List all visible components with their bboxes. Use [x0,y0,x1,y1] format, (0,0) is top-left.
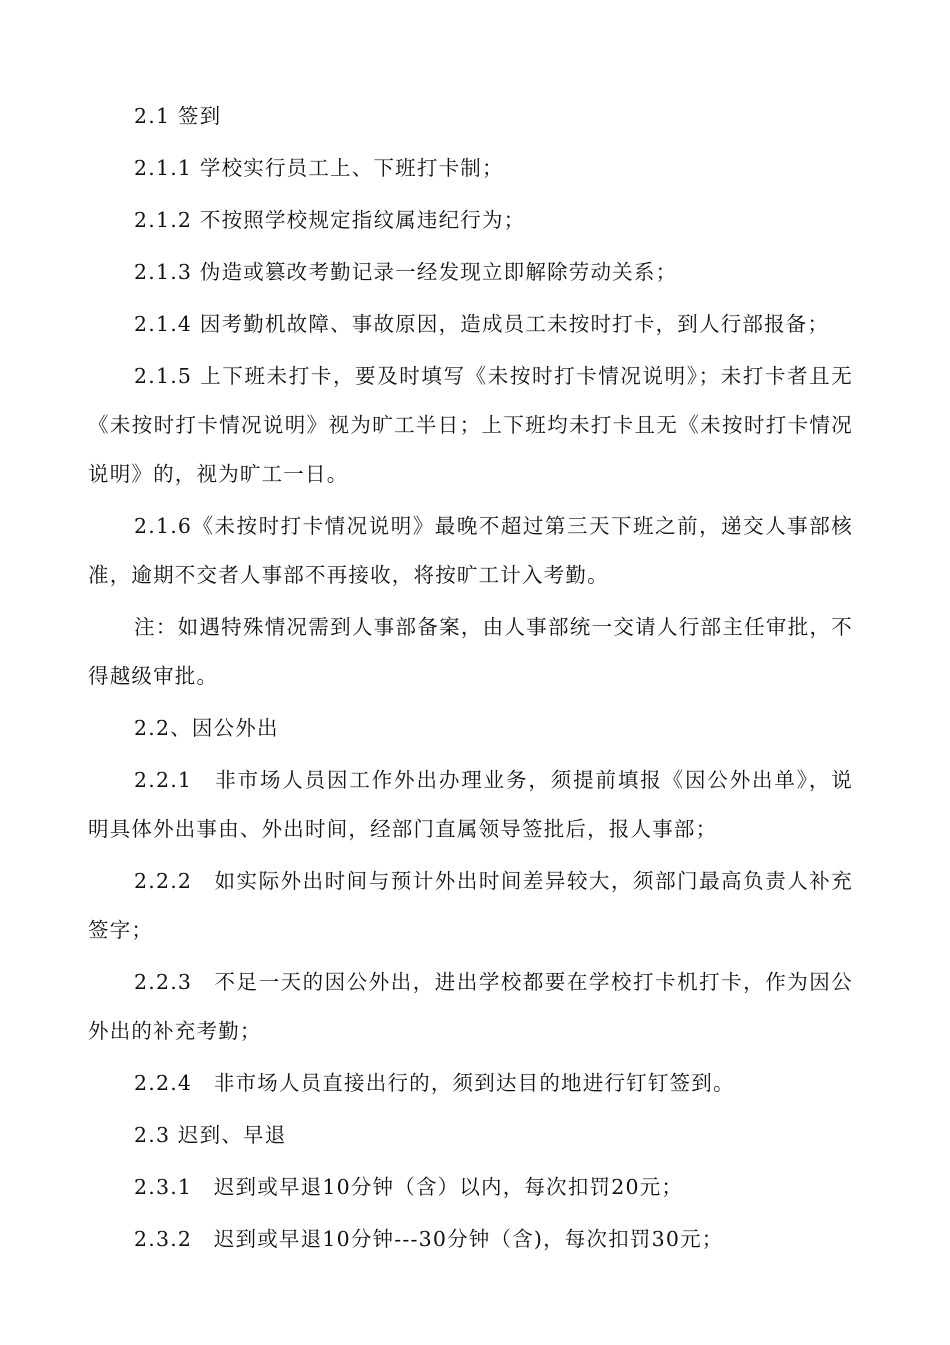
section-heading-2-1: 2.1 签到 [134,104,222,128]
clause-2-1-3: 2.1.3 伪造或篡改考勤记录一经发现立即解除劳动关系； [134,260,678,284]
clause-2-1-5: 2.1.5 上下班未打卡，要及时填写《未按时打卡情况说明》；未打卡者且无《未按时打卡情况说明》视为旷工半日；上下班均未打卡且无《未按时打卡情况说明》的，视为旷工一日。 [88,364,853,486]
note-paragraph: 注：如遇特殊情况需到人事部备案，由人事部统一交请人行部主任审批，不得越级审批。 [88,615,853,688]
clause-2-2-4: 2.2.4 非市场人员直接出行的，须到达目的地进行钉钉签到。 [134,1071,735,1095]
clause-2-1-4: 2.1.4 因考勤机故障、事故原因，造成员工未按时打卡，到人行部报备； [134,312,830,336]
clause-2-3-2: 2.3.2 迟到或早退10分钟---30分钟（含)，每次扣罚30元； [134,1227,724,1251]
clause-2-2-2: 2.2.2 如实际外出时间与预计外出时间差异较大，须部门最高负责人补充签字； [88,869,853,942]
clause-2-1-1: 2.1.1 学校实行员工上、下班打卡制； [134,156,504,180]
clause-2-2-3: 2.2.3 不足一天的因公外出，进出学校都要在学校打卡机打卡，作为因公外出的补充考勤； [88,970,853,1043]
clause-2-1-6: 2.1.6《未按时打卡情况说明》最晚不超过第三天下班之前，递交人事部核准，逾期不交者人事部不再接收，将按旷工计入考勤。 [88,514,853,587]
clause-2-2-1: 2.2.1 非市场人员因工作外出办理业务，须提前填报《因公外出单》，说明具体外出事由、外出时间，经部门直属领导签批后，报人事部； [88,768,853,841]
section-heading-2-2: 2.2、因公外出 [134,716,279,740]
clause-2-3-1: 2.3.1 迟到或早退10分钟（含）以内，每次扣罚20元； [134,1175,684,1199]
document-body [88,92,853,1267]
section-heading-2-3: 2.3 迟到、早退 [134,1123,287,1147]
clause-2-1-2: 2.1.2 不按照学校规定指纹属违纪行为； [134,208,526,232]
